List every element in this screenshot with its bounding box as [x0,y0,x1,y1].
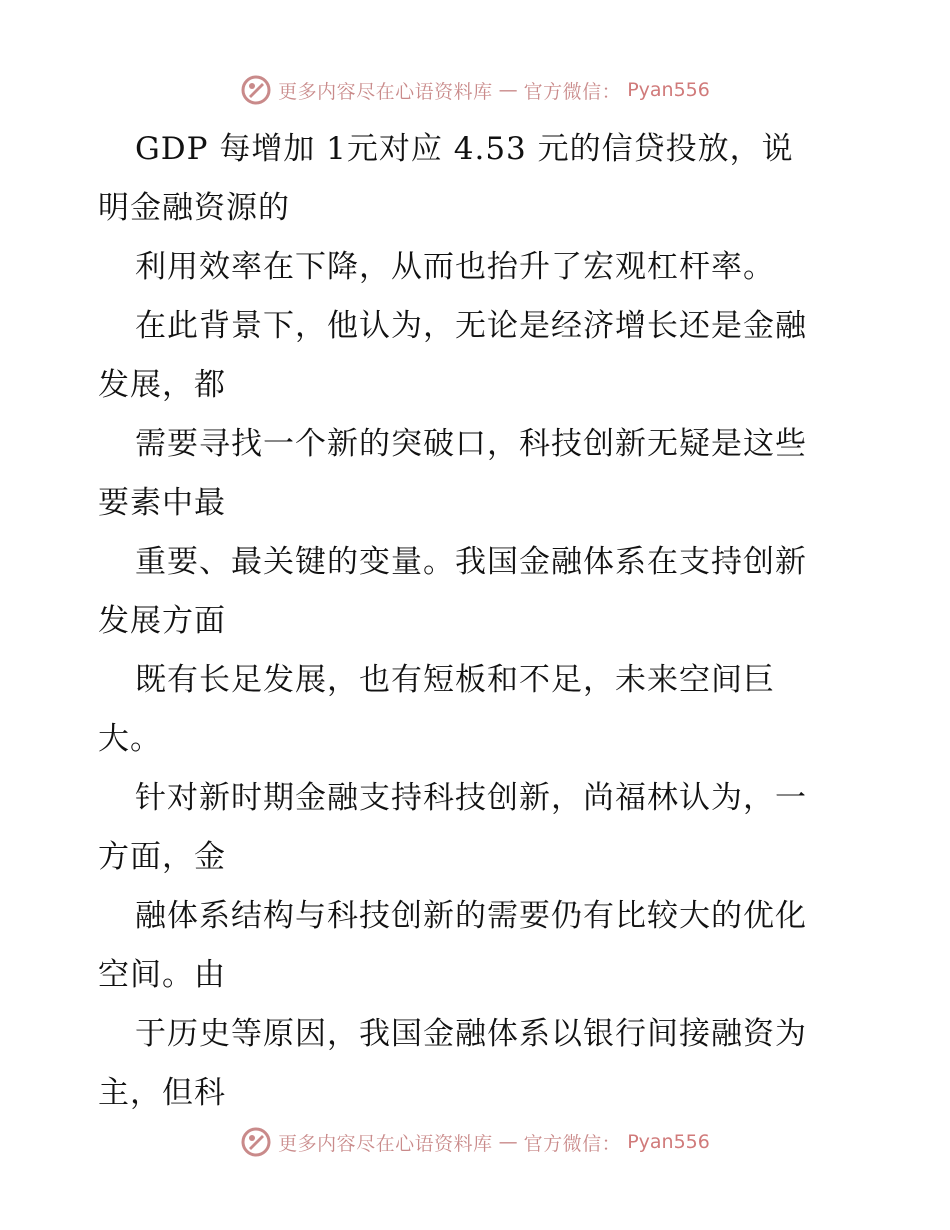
watermark-wechat-label: 官方微信： [523,1132,622,1155]
text-line: 需要寻找一个新的突破口，科技创新无疑是这些 [135,426,807,462]
watermark-dash: — [498,79,518,101]
watermark-text: 更多内容尽在心语资料库 [278,80,493,103]
watermark-wechat-account: Pyan556 [627,79,710,101]
text-line: GDP 每增加 1元对应 4.53 元的信贷投放，说 [135,131,794,167]
watermark-dash: — [498,1131,518,1153]
text-line: 空间。由 [98,957,226,993]
document-body [98,120,858,1123]
watermark-wechat-account: Pyan556 [627,1131,710,1153]
text-line: 利用效率在下降，从而也抬升了宏观杠杆率。 [135,249,775,285]
text-line: 方面，金 [98,839,226,875]
text-line: 在此背景下，他认为，无论是经济增长还是金融 [135,308,807,344]
text-line: 要素中最 [98,485,226,521]
header-watermark [0,72,950,108]
watermark-text: 更多内容尽在心语资料库 [278,1132,493,1155]
text-line: 既有长足发展，也有短板和不足，未来空间巨 [135,662,775,698]
text-line: 大。 [98,721,162,757]
text-line: 发展，都 [98,367,226,403]
text-line: 主，但科 [98,1075,226,1111]
brand-logo-icon [240,1126,272,1158]
text-line: 于历史等原因，我国金融体系以银行间接融资为 [135,1016,807,1052]
text-line: 明金融资源的 [98,190,290,226]
brand-logo-icon [240,74,272,106]
text-line: 重要、最关键的变量。我国金融体系在支持创新 [135,544,807,580]
watermark-wechat-label: 官方微信： [523,80,622,103]
text-line: 针对新时期金融支持科技创新，尚福林认为，一 [135,780,807,816]
text-line: 融体系结构与科技创新的需要仍有比较大的优化 [135,898,807,934]
footer-watermark [0,1124,950,1160]
text-line: 发展方面 [98,603,226,639]
